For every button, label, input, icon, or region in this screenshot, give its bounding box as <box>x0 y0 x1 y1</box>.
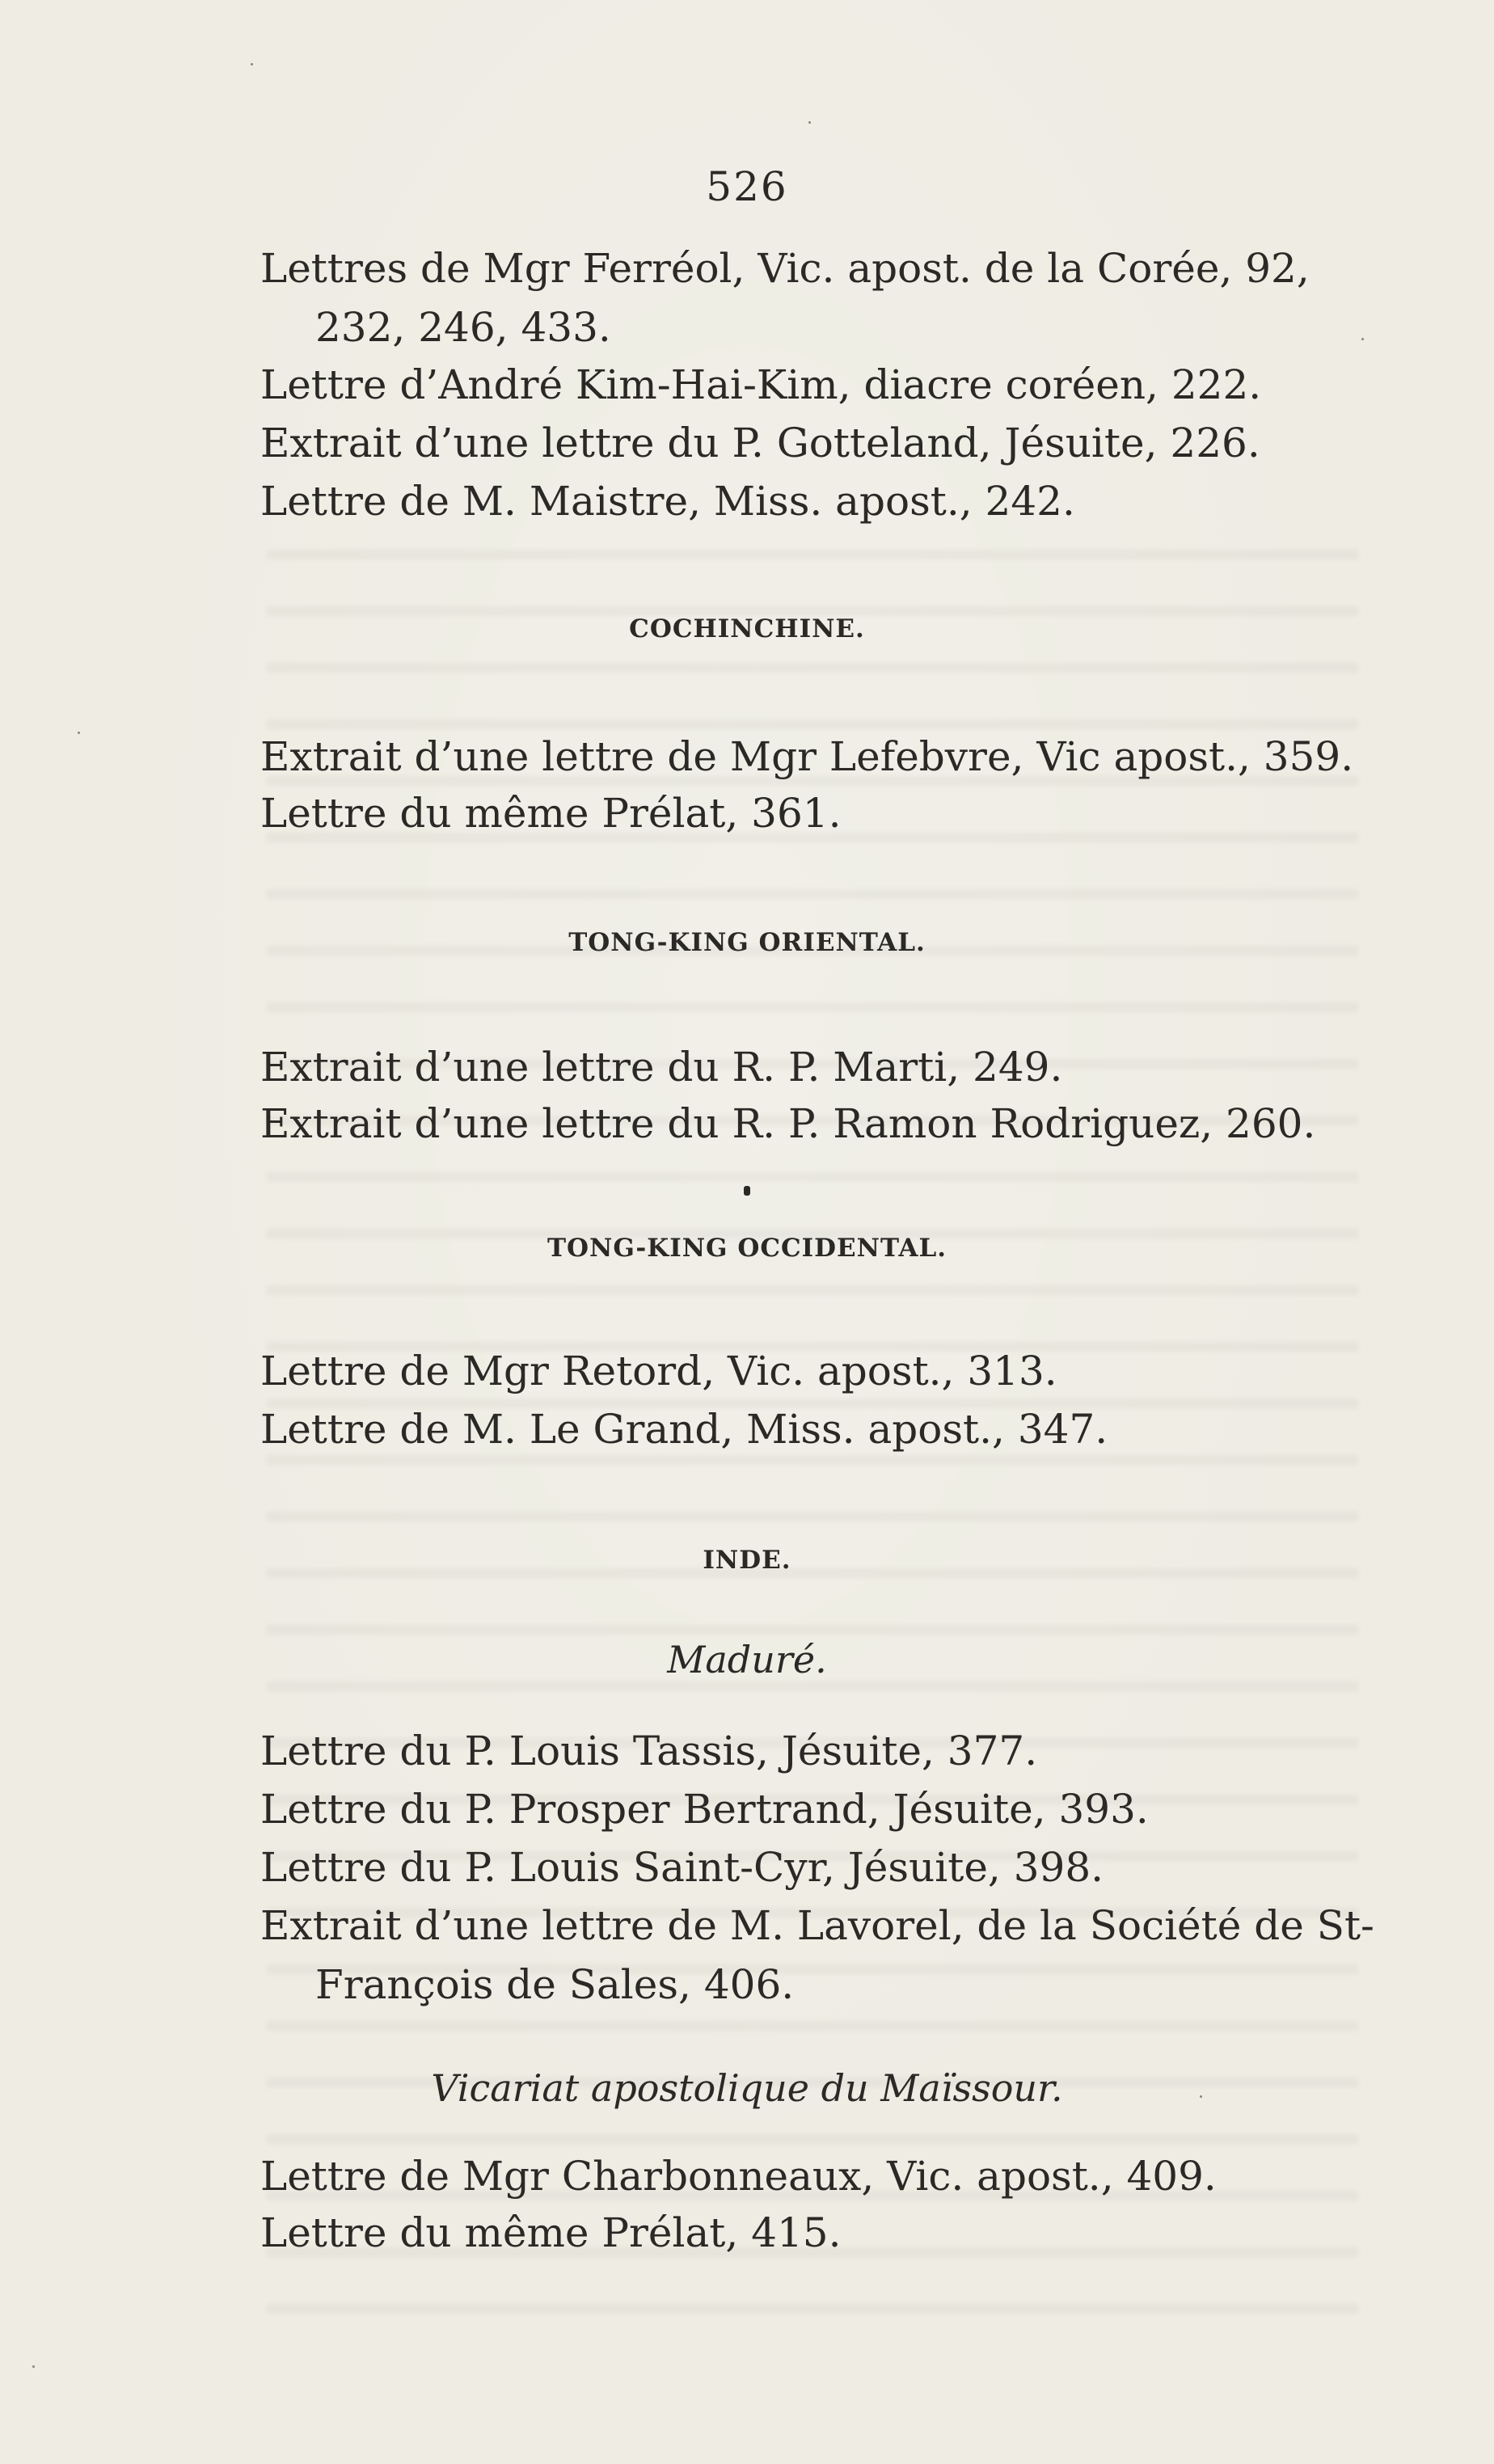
entry-line: Lettre du même Prélat, 415. <box>260 2209 842 2256</box>
entry-line: Extrait d’une lettre du P. Gotteland, Jésuite, 226. <box>260 420 1260 466</box>
entry-line: Lettre de Mgr Retord, Vic. apost., 313. <box>260 1348 1057 1394</box>
entry-continuation: François de Sales, 406. <box>315 1961 795 2008</box>
entry-line: Lettre de M. Maistre, Miss. apost., 242. <box>260 478 1075 525</box>
paper-speck <box>1361 338 1364 340</box>
paper-speck <box>1200 2095 1202 2098</box>
index-entry <box>260 1342 1360 1401</box>
section-heading: INDE. <box>703 1546 791 1575</box>
entry-line: Lettre du P. Prosper Bertrand, Jésuite, 393. <box>260 1786 1149 1833</box>
index-entry <box>260 472 1360 531</box>
entry-line: Extrait d’une lettre du R. P. Ramon Rodriguez, 260. <box>260 1100 1316 1147</box>
section-subheading: Maduré. <box>667 1638 827 1681</box>
paper-speck <box>251 63 253 65</box>
paper-speck <box>808 121 811 124</box>
entry-line: Extrait d’une lettre de Mgr Lefebvre, Vic apost., 359. <box>260 733 1354 780</box>
index-entry <box>260 784 1360 843</box>
paper-speck <box>32 2365 35 2368</box>
section-heading: TONG-KING ORIENTAL. <box>568 928 926 957</box>
entry-line: Lettre de M. Le Grand, Miss. apost., 347. <box>260 1406 1108 1453</box>
index-entry <box>260 728 1360 787</box>
paper-speck <box>78 732 80 734</box>
entry-line: Extrait d’une lettre du R. P. Marti, 249. <box>260 1044 1063 1091</box>
index-entry <box>260 356 1360 415</box>
ink-mark <box>744 1186 750 1196</box>
entry-continuation: 232, 246, 433. <box>315 304 611 351</box>
index-entry <box>260 2147 1360 2206</box>
index-entry <box>260 1722 1360 1781</box>
index-entry <box>260 239 1360 357</box>
index-entry <box>260 1780 1360 1839</box>
entry-line: Lettre d’André Kim-Hai-Kim, diacre coréen, 222. <box>260 361 1262 408</box>
index-entry <box>260 1897 1374 2015</box>
index-entry <box>260 1038 1360 1097</box>
entry-line: Extrait d’une lettre de M. Lavorel, de la Société de St- <box>260 1902 1374 1949</box>
entry-line: Lettre de Mgr Charbonneaux, Vic. apost., 409. <box>260 2153 1217 2200</box>
entry-line: Lettre du P. Louis Tassis, Jésuite, 377. <box>260 1728 1038 1774</box>
index-entry <box>260 1095 1360 1154</box>
entry-line: Lettre du P. Louis Saint-Cyr, Jésuite, 398. <box>260 1844 1104 1891</box>
section-heading: TONG-KING OCCIDENTAL. <box>547 1234 947 1263</box>
entry-line: Lettres de Mgr Ferréol, Vic. apost. de la Corée, 92, <box>260 245 1310 292</box>
section-subheading: Vicariat apostolique du Maïssour. <box>431 2066 1063 2110</box>
section-heading: COCHINCHINE. <box>629 614 865 643</box>
index-entry <box>260 2204 1360 2263</box>
index-entry <box>260 1400 1360 1459</box>
page-number: 526 <box>706 163 788 210</box>
index-entry <box>260 1838 1360 1897</box>
index-entry <box>260 414 1360 473</box>
entry-line: Lettre du même Prélat, 361. <box>260 790 842 837</box>
